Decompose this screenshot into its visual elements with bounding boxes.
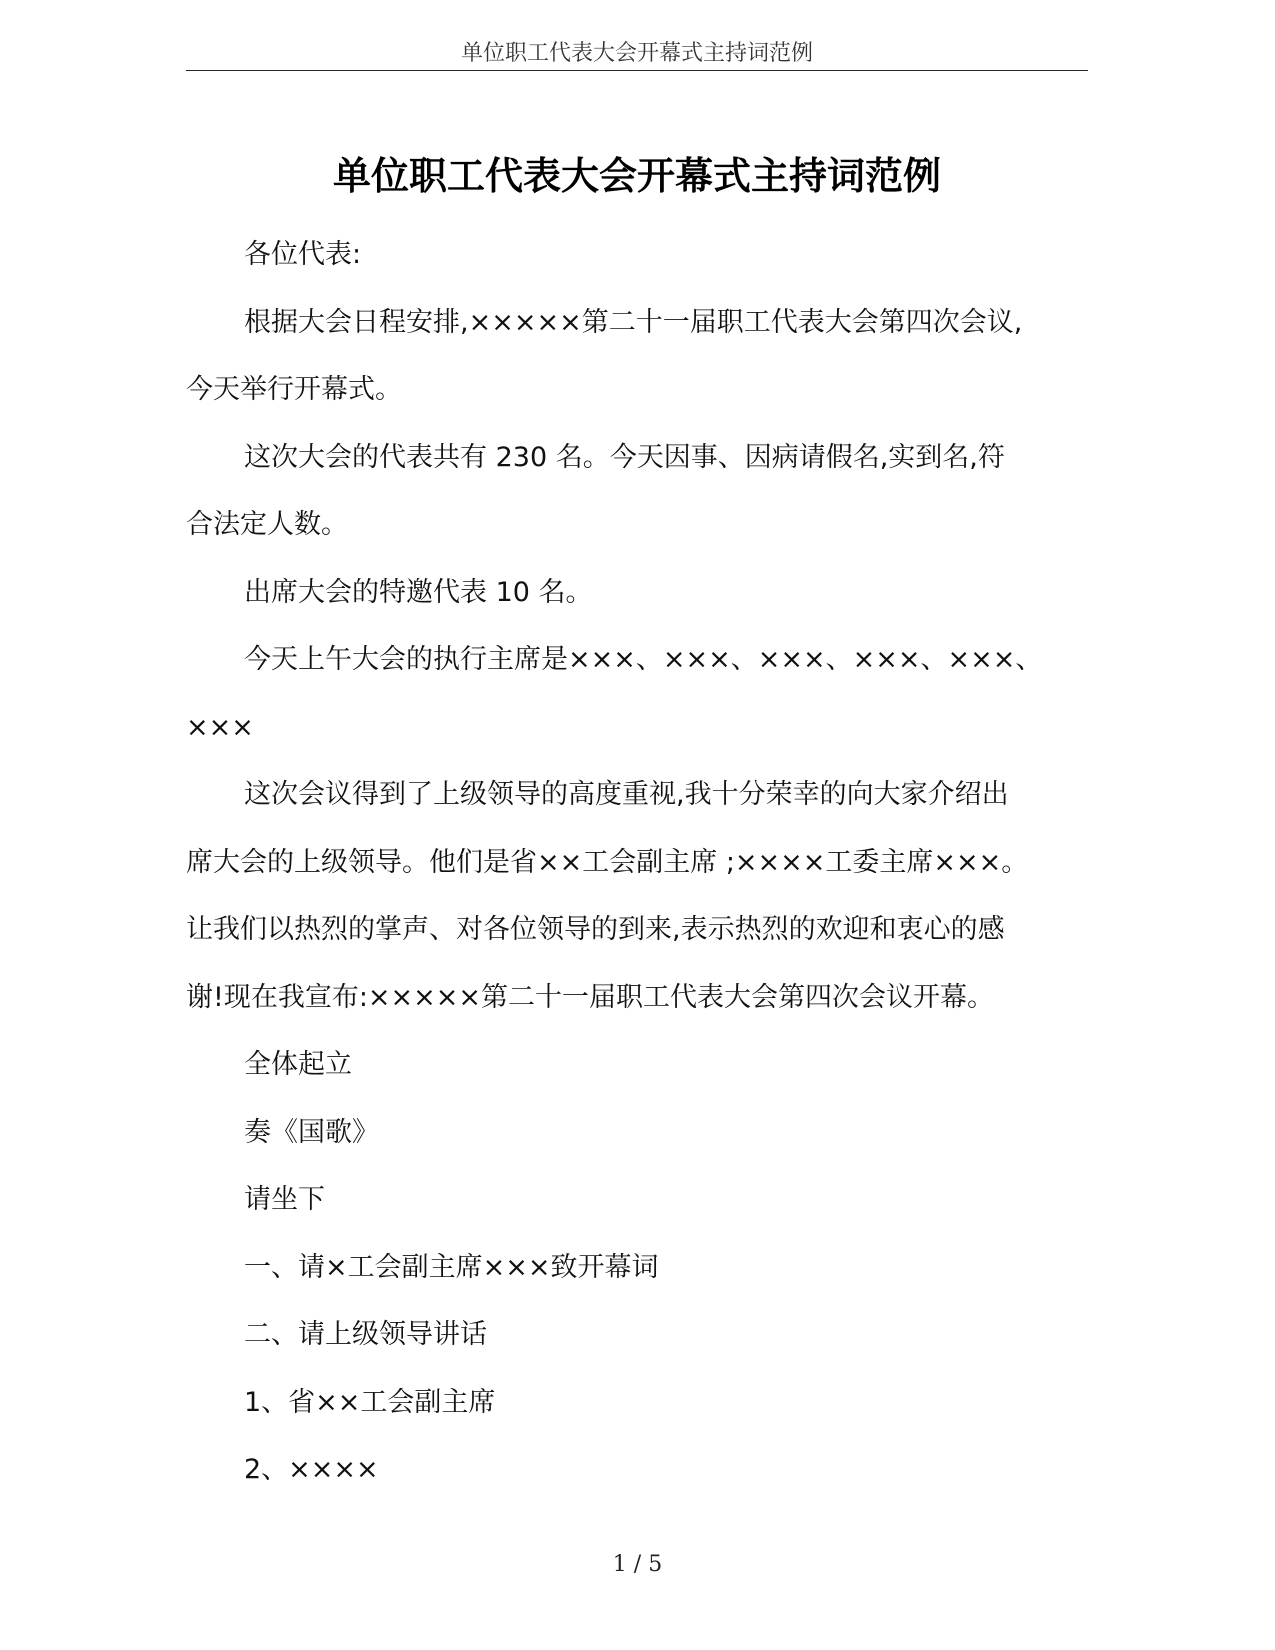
- text-line: 奏《国歌》: [244, 1116, 379, 1148]
- text-line: 请坐下: [244, 1184, 325, 1215]
- text-line: 让我们以热烈的掌声、对各位领导的到来,表示热烈的欢迎和衷心的感: [186, 914, 1005, 945]
- text-line: 这次大会的代表共有 230 名。今天因事、因病请假名,实到名,符: [244, 441, 1005, 473]
- paragraph: [186, 221, 1088, 289]
- text-line: 1、省××工会副主席: [244, 1386, 496, 1418]
- document-title: 单位职工代表大会开幕式主持词范例: [332, 154, 941, 198]
- paragraph: [186, 626, 1088, 761]
- paragraph: [186, 289, 1088, 424]
- text-line: 全体起立: [244, 1049, 352, 1080]
- text-line: 这次会议得到了上级领导的高度重视,我十分荣幸的向大家介绍出: [244, 779, 1009, 810]
- page-number: 1 / 5: [612, 1552, 663, 1577]
- text-line: 根据大会日程安排,×××××第二十一届职工代表大会第四次会议,: [244, 306, 1023, 338]
- text-line: 各位代表:: [244, 239, 362, 270]
- text-line: 合法定人数。: [186, 509, 348, 540]
- text-line: 二、请上级领导讲话: [244, 1319, 487, 1350]
- paragraph: [186, 1166, 1088, 1234]
- document-body: [186, 221, 1088, 1504]
- text-line: 今天上午大会的执行主席是×××、×××、×××、×××、×××、: [244, 644, 1043, 675]
- text-line: 一、请×工会副主席×××致开幕词: [244, 1251, 659, 1283]
- paragraph: [186, 1301, 1088, 1369]
- paragraph: [186, 1436, 1088, 1504]
- paragraph: [186, 559, 1088, 627]
- text-line: 2、××××: [244, 1454, 379, 1485]
- text-line: 出席大会的特邀代表 10 名。: [244, 576, 593, 608]
- paragraph: [186, 1031, 1088, 1099]
- text-line: ×××: [186, 711, 254, 743]
- paragraph: [186, 1099, 1088, 1167]
- paragraph: [186, 1369, 1088, 1437]
- text-line: 谢!现在我宣布:×××××第二十一届职工代表大会第四次会议开幕。: [186, 981, 995, 1013]
- text-line: 今天举行开幕式。: [186, 374, 402, 405]
- running-header: 单位职工代表大会开幕式主持词范例: [186, 38, 1088, 71]
- paragraph: [186, 424, 1088, 559]
- paragraph: [186, 761, 1088, 1031]
- paragraph: [186, 1234, 1088, 1302]
- text-line: 席大会的上级领导。他们是省××工会副主席 ;××××工委主席×××。: [186, 846, 1029, 878]
